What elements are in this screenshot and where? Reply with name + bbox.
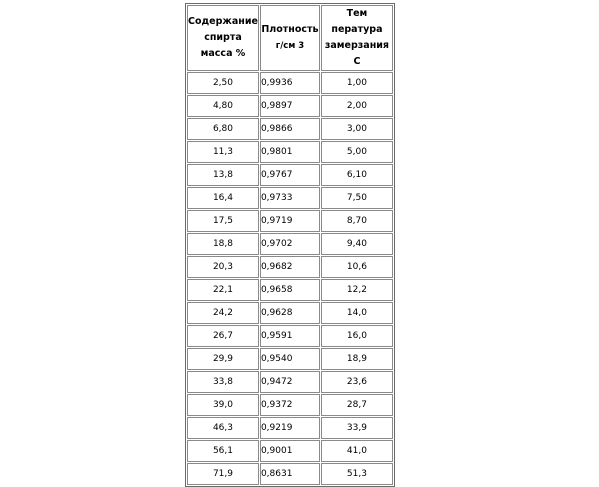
- header-line: Плотность: [261, 24, 319, 35]
- cell-freezing-temperature: 23,6: [321, 371, 393, 393]
- alcohol-freezing-table: [185, 3, 395, 487]
- cell-alcohol-content: 11,3: [187, 141, 259, 163]
- table-row: [187, 440, 393, 462]
- cell-freezing-temperature: 7,50: [321, 187, 393, 209]
- table-row: [187, 164, 393, 186]
- cell-density: 0,9219: [260, 417, 320, 439]
- cell-alcohol-content: 71,9: [187, 463, 259, 485]
- cell-alcohol-content: 13,8: [187, 164, 259, 186]
- cell-freezing-temperature: 16,0: [321, 325, 393, 347]
- cell-freezing-temperature: 51,3: [321, 463, 393, 485]
- cell-alcohol-content: 4,80: [187, 95, 259, 117]
- cell-freezing-temperature: 5,00: [321, 141, 393, 163]
- cell-freezing-temperature: 8,70: [321, 210, 393, 232]
- table-row: [187, 233, 393, 255]
- cell-density: 0,9472: [260, 371, 320, 393]
- cell-density: 0,9628: [260, 302, 320, 324]
- table-row: [187, 118, 393, 140]
- table-row: [187, 72, 393, 94]
- table-row: [187, 417, 393, 439]
- cell-density: 0,9372: [260, 394, 320, 416]
- cell-alcohol-content: 24,2: [187, 302, 259, 324]
- cell-alcohol-content: 17,5: [187, 210, 259, 232]
- table-row: [187, 141, 393, 163]
- cell-alcohol-content: 20,3: [187, 256, 259, 278]
- cell-freezing-temperature: 2,00: [321, 95, 393, 117]
- table-row: [187, 348, 393, 370]
- cell-alcohol-content: 29,9: [187, 348, 259, 370]
- cell-density: 0,9702: [260, 233, 320, 255]
- table-row: [187, 325, 393, 347]
- table-row: [187, 463, 393, 485]
- header-density: [260, 5, 320, 71]
- table-header-row: [187, 5, 393, 71]
- cell-density: 0,9801: [260, 141, 320, 163]
- cell-density: 0,9733: [260, 187, 320, 209]
- cell-alcohol-content: 26,7: [187, 325, 259, 347]
- header-line: г/см 3: [275, 41, 305, 51]
- cell-alcohol-content: 46,3: [187, 417, 259, 439]
- cell-alcohol-content: 2,50: [187, 72, 259, 94]
- cell-density: 0,9866: [260, 118, 320, 140]
- cell-freezing-temperature: 3,00: [321, 118, 393, 140]
- header-line: замерзания: [324, 40, 390, 51]
- cell-freezing-temperature: 1,00: [321, 72, 393, 94]
- cell-alcohol-content: 16,4: [187, 187, 259, 209]
- header-line: масса %: [200, 48, 246, 59]
- table-row: [187, 210, 393, 232]
- cell-density: 0,9682: [260, 256, 320, 278]
- cell-freezing-temperature: 18,9: [321, 348, 393, 370]
- cell-density: 0,9897: [260, 95, 320, 117]
- cell-density: 0,9719: [260, 210, 320, 232]
- cell-density: 0,9936: [260, 72, 320, 94]
- cell-freezing-temperature: 6,10: [321, 164, 393, 186]
- cell-freezing-temperature: 12,2: [321, 279, 393, 301]
- cell-density: 0,9001: [260, 440, 320, 462]
- table-row: [187, 394, 393, 416]
- cell-freezing-temperature: 28,7: [321, 394, 393, 416]
- cell-alcohol-content: 6,80: [187, 118, 259, 140]
- cell-density: 0,8631: [260, 463, 320, 485]
- header-line: С: [353, 56, 361, 67]
- cell-freezing-temperature: 14,0: [321, 302, 393, 324]
- cell-alcohol-content: 18,8: [187, 233, 259, 255]
- table-row: [187, 256, 393, 278]
- header-line: Содержание: [188, 16, 258, 27]
- table-row: [187, 279, 393, 301]
- cell-alcohol-content: 22,1: [187, 279, 259, 301]
- cell-freezing-temperature: 33,9: [321, 417, 393, 439]
- header-line: спирта: [204, 32, 242, 43]
- cell-alcohol-content: 33,8: [187, 371, 259, 393]
- table-row: [187, 187, 393, 209]
- cell-freezing-temperature: 41,0: [321, 440, 393, 462]
- cell-density: 0,9591: [260, 325, 320, 347]
- cell-density: 0,9658: [260, 279, 320, 301]
- table-body: [187, 72, 393, 485]
- table-row: [187, 95, 393, 117]
- table-row: [187, 302, 393, 324]
- cell-freezing-temperature: 10,6: [321, 256, 393, 278]
- cell-alcohol-content: 39,0: [187, 394, 259, 416]
- header-freezing-temperature: [321, 5, 393, 71]
- cell-density: 0,9767: [260, 164, 320, 186]
- cell-freezing-temperature: 9,40: [321, 233, 393, 255]
- cell-density: 0,9540: [260, 348, 320, 370]
- table-row: [187, 371, 393, 393]
- header-alcohol-content: [187, 5, 259, 71]
- cell-alcohol-content: 56,1: [187, 440, 259, 462]
- header-line: Тем пература: [331, 8, 383, 35]
